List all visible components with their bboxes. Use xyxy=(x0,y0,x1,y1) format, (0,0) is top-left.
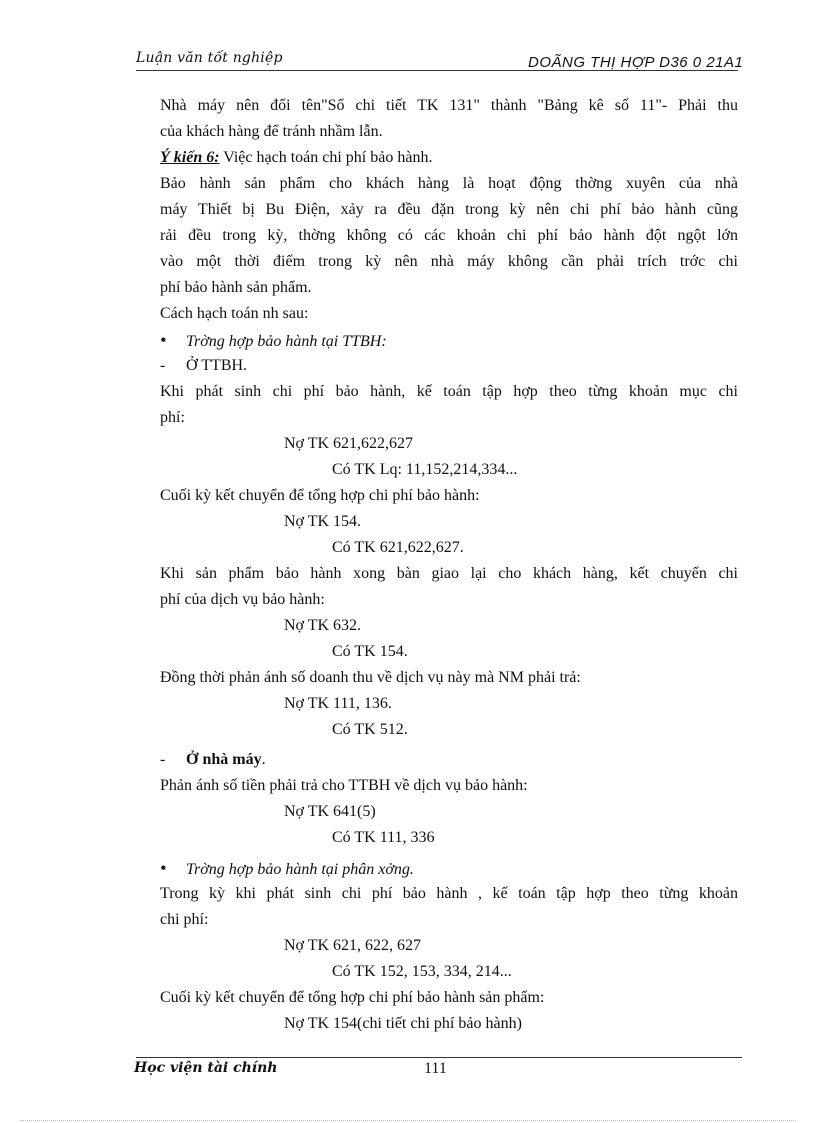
paragraph-line: Cuối kỳ kết chuyển để tổng hợp chi phí bảo hành: xyxy=(160,487,480,504)
dash-icon: - xyxy=(160,357,166,374)
footer-rule xyxy=(136,1057,742,1058)
header-thesis-label: Luận văn tốt nghiệp xyxy=(136,50,283,66)
paragraph-line: máy Thiết bị Bu Điện, xảy ra đều đặn trong kỳ nên chi phí bảo hành cũng xyxy=(160,201,738,218)
footer-institution-label: Học viện tài chính xyxy=(134,1060,278,1076)
page-number: 111 xyxy=(424,1060,447,1077)
paragraph-line: phí của dịch vụ bảo hành: xyxy=(160,591,325,608)
journal-entry-debit: Nợ TK 154. xyxy=(284,513,362,530)
dash-text: Ở TTBH. xyxy=(186,357,248,374)
bullet-item xyxy=(160,327,738,353)
paragraph-line: Cách hạch toán nh sau: xyxy=(160,305,309,322)
document-body xyxy=(160,93,738,1037)
journal-entry-credit: Có TK 512. xyxy=(332,721,408,738)
paragraph-line: Trong kỳ khi phát sinh chi phí bảo hành , kế toán tập hợp theo từng khoản xyxy=(160,885,738,902)
bullet-icon: • xyxy=(160,858,167,878)
journal-entry-credit: Có TK 621,622,627. xyxy=(332,539,464,556)
paragraph-line: của khách hàng để tránh nhầm lẫn. xyxy=(160,123,383,140)
journal-entry-debit: Nợ TK 621,622,627 xyxy=(284,435,414,452)
paragraph-line: phí bảo hành sản phẩm. xyxy=(160,279,312,296)
bullet-text: Trờng hợp bảo hành tại TTBH: xyxy=(186,333,387,350)
paragraph-line: Bảo hành sản phẩm cho khách hàng là hoạt động thờng xuyên của nhà xyxy=(160,175,738,192)
paragraph-line: Khi sản phẩm bảo hành xong bàn giao lại cho khách hàng, kết chuyển chi xyxy=(160,565,738,582)
journal-entry-credit: Có TK 154. xyxy=(332,643,408,660)
opinion-heading xyxy=(160,145,738,171)
journal-entry-credit: Có TK Lq: 11,152,214,334... xyxy=(332,461,518,478)
bullet-item xyxy=(160,851,738,881)
journal-entry-credit: Có TK 152, 153, 334, 214... xyxy=(332,963,512,980)
paragraph-line: Đồng thời phản ánh số doanh thu về dịch vụ này mà NM phải trả: xyxy=(160,669,581,686)
journal-entry-debit: Nợ TK 641(5) xyxy=(284,803,376,820)
journal-entry-debit: Nợ TK 621, 622, 627 xyxy=(284,937,422,954)
bullet-text: Trờng hợp bảo hành tại phân xởng. xyxy=(186,861,414,878)
opinion-label: Ý kiến 6: xyxy=(160,149,220,166)
header-author-label: DOÃNG THỊ HỢP D36 0 21A1 xyxy=(528,54,744,71)
paragraph-line: Cuối kỳ kết chuyển để tổng hợp chi phí bảo hành sản phẩm: xyxy=(160,989,545,1006)
journal-entry-debit: Nợ TK 154(chi tiết chi phí bảo hành) xyxy=(284,1015,522,1032)
dash-text-end: . xyxy=(261,751,266,768)
header-rule xyxy=(136,70,738,71)
page-bottom-dotted-rule xyxy=(20,1120,796,1121)
journal-entry-debit: Nợ TK 111, 136. xyxy=(284,695,392,712)
dash-text: Ở nhà máy xyxy=(186,751,262,768)
journal-entry-debit: Nợ TK 632. xyxy=(284,617,362,634)
paragraph-line: Nhà máy nên đổi tên"Sổ chi tiết TK 131" thành "Bảng kê số 11"- Phải thu xyxy=(160,97,738,114)
paragraph-line: Phản ánh số tiền phải trả cho TTBH về dịch vụ bảo hành: xyxy=(160,777,528,794)
paragraph-line: rải đều trong kỳ, thờng không có các khoản chi phí bảo hành đột ngột lớn xyxy=(160,227,738,244)
paragraph-line: phí: xyxy=(160,409,185,426)
bullet-icon: • xyxy=(160,330,167,350)
dash-item xyxy=(160,743,738,773)
opinion-title: Việc hạch toán chi phí bảo hành. xyxy=(219,149,433,166)
paragraph-line: chi phí: xyxy=(160,911,209,928)
dash-item xyxy=(160,353,738,379)
dash-icon: - xyxy=(160,751,166,768)
paragraph-line: vào một thời điểm trong kỳ nên nhà máy không cần phải trích trớc chi xyxy=(160,253,738,270)
paragraph-line: Khi phát sinh chi phí bảo hành, kế toán tập hợp theo từng khoản mục chi xyxy=(160,383,738,400)
journal-entry-credit: Có TK 111, 336 xyxy=(332,829,435,846)
